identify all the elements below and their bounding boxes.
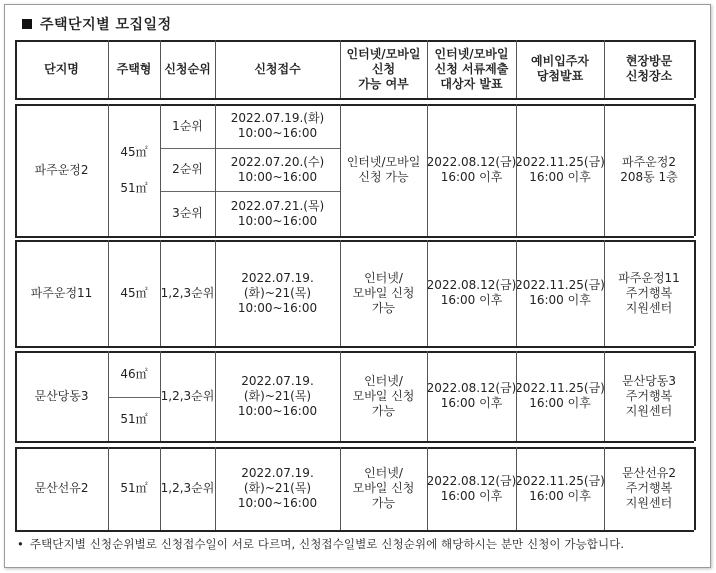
block-column-rule xyxy=(15,447,17,530)
type-divider xyxy=(108,397,160,398)
header-online: 인터넷/모바일 신청 가능 여부 xyxy=(346,46,421,91)
order-divider xyxy=(160,148,340,149)
block-column-rule xyxy=(108,351,109,441)
block-column-rule xyxy=(340,240,341,346)
header-column-rule xyxy=(604,40,605,98)
block-column-rule xyxy=(215,447,216,530)
block-column-rule xyxy=(427,104,428,236)
header-column-rule xyxy=(15,40,17,98)
complex-name: 파주운정11 xyxy=(30,285,93,300)
unit-type: 51㎡ xyxy=(120,180,148,195)
block-column-rule xyxy=(427,351,428,441)
block-top-rule xyxy=(15,240,694,242)
section-title-text: 주택단지별 모집일정 xyxy=(40,17,172,33)
header-visit: 현장방문 신청장소 xyxy=(625,54,673,83)
header-reserve: 예비입주자 당첨발표 xyxy=(531,54,589,83)
document-announcement: 2022.08.12(금) 16:00 이후 xyxy=(426,155,517,184)
document-announcement: 2022.08.12(금) 16:00 이후 xyxy=(426,473,517,503)
block-column-rule xyxy=(108,240,109,346)
header-top-rule xyxy=(15,40,694,42)
complex-name: 문산당동3 xyxy=(34,388,89,403)
header-column-rule xyxy=(108,40,109,98)
block-column-rule xyxy=(215,351,216,441)
visit-location: 문산당동3 주거행복 지원센터 xyxy=(621,373,676,418)
block-top-rule xyxy=(15,104,694,106)
block-column-rule xyxy=(604,447,605,530)
online-availability: 인터넷/ 모바일 신청 가능 xyxy=(352,373,415,418)
block-column-rule xyxy=(694,240,696,346)
unit-type: 51㎡ xyxy=(120,481,148,495)
block-column-rule xyxy=(108,104,109,236)
apply-date: 2022.07.20.(수) 10:00~16:00 xyxy=(230,154,325,184)
unit-type: 51㎡ xyxy=(120,411,148,426)
header-bottom-rule xyxy=(15,98,694,100)
visit-location: 파주운정2 208동 1층 xyxy=(620,155,678,184)
complex-name: 파주운정2 xyxy=(34,162,89,177)
block-column-rule xyxy=(160,447,161,530)
header-column-rule xyxy=(516,40,517,98)
block-bottom-rule xyxy=(15,236,694,238)
bullet-dot-icon: • xyxy=(17,537,24,551)
reserve-announcement: 2022.11.25(금) 16:00 이후 xyxy=(515,278,605,307)
block-column-rule xyxy=(160,104,161,236)
block-column-rule xyxy=(340,104,341,236)
apply-order: 2순위 xyxy=(172,162,203,176)
header-apply: 신청접수 xyxy=(254,61,301,76)
block-column-rule xyxy=(516,447,517,530)
header-column-rule xyxy=(427,40,428,98)
block-column-rule xyxy=(694,351,696,441)
block-column-rule xyxy=(604,104,605,236)
block-column-rule xyxy=(516,351,517,441)
section-title xyxy=(22,14,172,34)
header-order: 신청순위 xyxy=(164,61,211,76)
apply-date: 2022.07.19.(화)~21(목) 10:00~16:00 xyxy=(237,270,318,315)
reserve-announcement: 2022.11.25(금) 16:00 이후 xyxy=(515,155,605,184)
apply-date: 2022.07.19.(화)~21(목) 10:00~16:00 xyxy=(237,373,318,418)
apply-date: 2022.07.21.(목) 10:00~16:00 xyxy=(230,198,325,228)
block-column-rule xyxy=(108,447,109,530)
block-column-rule xyxy=(427,447,428,530)
block-column-rule xyxy=(160,351,161,441)
unit-type: 46㎡ xyxy=(120,366,148,381)
apply-order: 3순위 xyxy=(172,206,203,220)
complex-name: 문산선유2 xyxy=(34,481,89,495)
footnote-text: 주택단지별 신청순위별로 신청접수일이 서로 다르며, 신청접수일별로 신청순위에 해당하시는 분만 신청이 가능합니다. xyxy=(29,537,625,551)
unit-type: 45㎡ xyxy=(120,285,148,300)
header-docs: 인터넷/모바일 신청 서류제출 대상자 발표 xyxy=(434,46,509,91)
header-column-rule xyxy=(340,40,341,98)
block-column-rule xyxy=(340,447,341,530)
apply-order: 1순위 xyxy=(172,118,203,133)
block-column-rule xyxy=(604,351,605,441)
block-bottom-rule xyxy=(15,530,694,532)
block-bottom-rule xyxy=(15,346,694,348)
block-column-rule xyxy=(215,104,216,236)
block-column-rule xyxy=(215,240,216,346)
order-divider xyxy=(160,191,340,192)
visit-location: 문산선유2 주거행복 지원센터 xyxy=(621,466,676,510)
unit-type: 45㎡ xyxy=(120,144,148,159)
visit-location: 파주운정11 주거행복 지원센터 xyxy=(618,270,680,315)
block-column-rule xyxy=(516,240,517,346)
footnote xyxy=(17,536,624,552)
block-column-rule xyxy=(15,104,17,236)
square-bullet-icon xyxy=(22,19,32,29)
online-availability: 인터넷/ 모바일 신청 가능 xyxy=(352,270,415,315)
header-complex: 단지명 xyxy=(44,61,79,76)
block-column-rule xyxy=(694,104,696,236)
reserve-announcement: 2022.11.25(금) 16:00 이후 xyxy=(515,473,605,503)
apply-date: 2022.07.19.(화)~21(목) 10:00~16:00 xyxy=(237,466,318,510)
online-availability: 인터넷/ 모바일 신청 가능 xyxy=(352,466,415,510)
block-column-rule xyxy=(427,240,428,346)
block-column-rule xyxy=(15,240,17,346)
document-announcement: 2022.08.12(금) 16:00 이후 xyxy=(426,381,517,410)
apply-order: 1,2,3순위 xyxy=(160,481,215,495)
block-column-rule xyxy=(516,104,517,236)
block-top-rule xyxy=(15,447,694,449)
block-column-rule xyxy=(694,447,696,530)
reserve-announcement: 2022.11.25(금) 16:00 이후 xyxy=(515,381,605,410)
apply-order: 1,2,3순위 xyxy=(160,388,215,403)
block-top-rule xyxy=(15,351,694,353)
block-column-rule xyxy=(15,351,17,441)
apply-order: 1,2,3순위 xyxy=(160,285,215,300)
header-type: 주택형 xyxy=(116,61,152,76)
document-announcement: 2022.08.12(금) 16:00 이후 xyxy=(426,278,517,307)
block-column-rule xyxy=(160,240,161,346)
header-column-rule xyxy=(160,40,161,98)
apply-date: 2022.07.19.(화) 10:00~16:00 xyxy=(230,111,325,140)
block-bottom-rule xyxy=(15,441,694,443)
online-availability: 인터넷/모바일 신청 가능 xyxy=(346,155,421,184)
header-column-rule xyxy=(694,40,696,98)
header-column-rule xyxy=(215,40,216,98)
block-column-rule xyxy=(604,240,605,346)
block-column-rule xyxy=(340,351,341,441)
